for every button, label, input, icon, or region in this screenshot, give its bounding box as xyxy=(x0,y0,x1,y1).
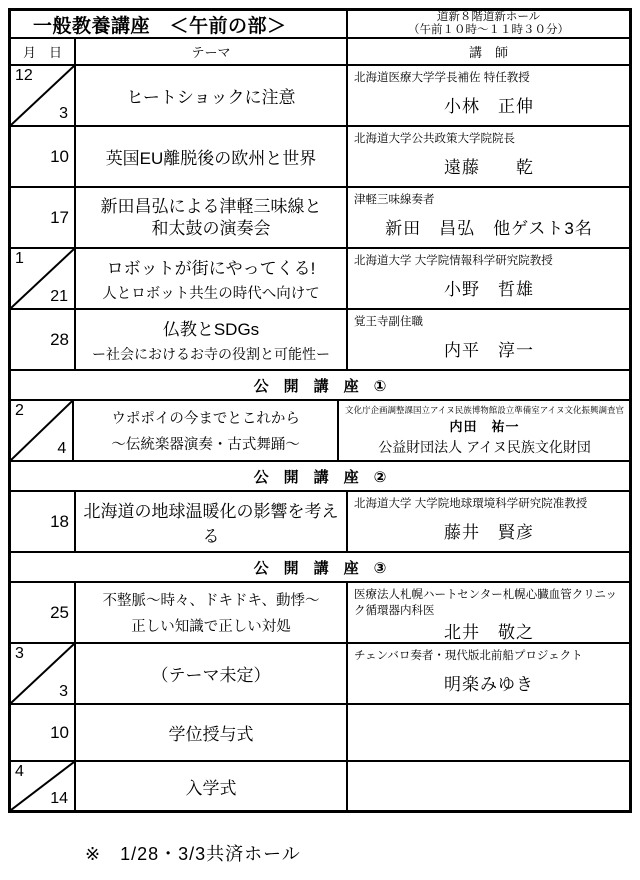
month-label: 1 xyxy=(15,250,24,267)
theme-line: ～伝統楽器演奏・古式舞踊～ xyxy=(111,436,300,453)
venue-name: 道新８階道新ホール xyxy=(436,11,541,24)
lecturer-title: 医療法人札幌ハートセンター札幌心臓血管クリニック循環器内科医 xyxy=(354,589,618,617)
theme-line: 北海道の地球温暖化の影響を考える xyxy=(83,501,339,546)
lecture-row xyxy=(11,760,629,810)
theme-cell xyxy=(76,762,348,810)
lecturer-cell xyxy=(348,310,629,369)
venue-time: （午前１０時～１１時３０分） xyxy=(408,24,569,36)
day-label: 18 xyxy=(50,511,69,531)
column-header-lecturer: 講 師 xyxy=(468,45,508,60)
theme-cell xyxy=(76,705,348,760)
lecturer-cell xyxy=(348,188,629,247)
section-header-row xyxy=(11,369,629,399)
date-cell xyxy=(11,249,76,308)
lecturer-title: 北海道大学 大学院情報科学研究院教授 xyxy=(354,255,553,267)
section-header-row xyxy=(11,551,629,581)
venue-info xyxy=(348,11,629,37)
month-label: 4 xyxy=(15,763,24,780)
theme-cell xyxy=(76,644,348,703)
lecturer-title: 北海道大学 大学院地球環境科学研究院准教授 xyxy=(354,498,588,510)
theme-cell xyxy=(76,249,348,308)
theme-line: ー社会におけるお寺の役割と可能性ー xyxy=(92,345,330,362)
lecturer-title: 覚王寺副住職 xyxy=(354,316,423,328)
date-cell xyxy=(11,401,74,460)
lecture-row xyxy=(11,490,629,551)
section-header-label: 公 開 講 座 ① xyxy=(253,377,387,395)
lecturer-name: 藤井 賢彦 xyxy=(444,522,534,542)
date-cell xyxy=(11,762,76,810)
lecturer-name: 遠藤 乾 xyxy=(444,157,534,177)
theme-line: ヒートショックに注意 xyxy=(126,88,296,107)
theme-line: 学位授与式 xyxy=(168,725,254,744)
lecturer-title: チェンバロ奏者・現代版北前船プロジェクト xyxy=(354,650,583,662)
lecture-row xyxy=(11,186,629,247)
date-cell xyxy=(11,188,76,247)
theme-line: ウポポイの今までとこれから xyxy=(111,411,300,428)
footer-note: ※ 1/28・3/3共済ホール xyxy=(85,844,301,864)
lecturer-cell xyxy=(348,705,629,760)
lecturer-cell xyxy=(339,401,629,460)
day-label: 3 xyxy=(59,105,68,122)
title-row xyxy=(11,11,629,37)
theme-line: 人とロボット共生の時代へ向けて xyxy=(102,286,320,302)
month-label: 3 xyxy=(15,645,24,662)
day-label: 3 xyxy=(59,683,68,700)
theme-cell xyxy=(76,492,348,551)
day-label: 17 xyxy=(50,207,69,227)
lecturer-title: 文化庁企画調整課国立アイヌ民族博物館設立準備室アイヌ文化振興調査官 xyxy=(345,405,624,415)
column-header-theme: テーマ xyxy=(76,39,348,64)
lecture-row xyxy=(11,399,629,460)
theme-line: 新田昌弘による津軽三味線と xyxy=(100,197,322,217)
lecturer-name: 内平 淳一 xyxy=(444,340,534,360)
section-header-label: 公 開 講 座 ③ xyxy=(253,559,387,577)
day-label: 28 xyxy=(50,329,69,349)
lecturer-title: 津軽三味線奏者 xyxy=(354,194,435,206)
date-cell xyxy=(11,492,76,551)
day-label: 21 xyxy=(50,288,68,305)
theme-cell xyxy=(76,583,348,642)
theme-cell xyxy=(76,127,348,186)
date-cell xyxy=(11,127,76,186)
lecturer-name: 小野 哲雄 xyxy=(444,279,534,299)
theme-line: （テーマ未定） xyxy=(151,666,271,685)
date-cell xyxy=(11,583,76,642)
lecturer-cell xyxy=(348,583,629,642)
lecturer-name: 内田 祐一 xyxy=(449,419,520,434)
day-label: 25 xyxy=(50,602,69,622)
lecturer-name: 北井 敬之 xyxy=(444,623,534,642)
lecturer-title: 北海道大学公共政策大学院院長 xyxy=(354,133,515,145)
lecturer-cell xyxy=(348,762,629,810)
lecturer-organization: 公益財団法人 アイヌ民族文化財団 xyxy=(378,438,591,455)
month-label: 12 xyxy=(15,67,33,84)
theme-line: 入学式 xyxy=(185,778,237,798)
lecture-row xyxy=(11,703,629,760)
theme-line: 和太鼓の演奏会 xyxy=(151,218,271,238)
lecture-row xyxy=(11,64,629,125)
lecturer-name: 小林 正伸 xyxy=(444,96,534,116)
theme-line: 正しい知識で正しい対処 xyxy=(131,618,291,635)
lecturer-cell xyxy=(348,249,629,308)
day-label: 10 xyxy=(50,146,69,166)
date-cell xyxy=(11,66,76,125)
theme-cell xyxy=(76,188,348,247)
day-label: 14 xyxy=(50,790,68,807)
lecturer-cell xyxy=(348,66,629,125)
lecture-row xyxy=(11,642,629,703)
day-label: 10 xyxy=(50,722,69,742)
lecturer-name: 新田 昌弘 他ゲスト3名 xyxy=(385,218,593,238)
theme-cell xyxy=(74,401,339,460)
section-header-row xyxy=(11,460,629,490)
theme-line: ロボットが街にやってくる! xyxy=(106,259,316,278)
section-header-label: 公 開 講 座 ② xyxy=(253,468,387,486)
theme-line: 仏教とSDGs xyxy=(162,320,260,340)
lecturer-cell xyxy=(348,644,629,703)
theme-line: 英国EU離脱後の欧州と世界 xyxy=(105,149,317,168)
lecturer-cell xyxy=(348,492,629,551)
column-header-date: 月 日 xyxy=(11,39,76,64)
lecture-row xyxy=(11,247,629,308)
theme-line: 不整脈～時々、ドキドキ、動悸～ xyxy=(102,593,320,610)
day-label: 4 xyxy=(57,440,67,457)
theme-cell xyxy=(76,310,348,369)
lecturer-title: 北海道医療大学学長補佐 特任教授 xyxy=(354,72,530,84)
date-cell xyxy=(11,644,76,703)
lecture-row xyxy=(11,125,629,186)
lecture-row xyxy=(11,581,629,642)
lecturer-name: 明楽みゆき xyxy=(444,674,534,694)
theme-cell xyxy=(76,66,348,125)
page-title: 一般教養講座 ＜午前の部＞ xyxy=(11,11,348,37)
month-label: 2 xyxy=(15,402,24,419)
lecture-row xyxy=(11,308,629,369)
date-cell xyxy=(11,705,76,760)
column-header-row xyxy=(11,37,629,64)
lecturer-cell xyxy=(348,127,629,186)
date-cell xyxy=(11,310,76,369)
schedule-table xyxy=(8,8,632,813)
